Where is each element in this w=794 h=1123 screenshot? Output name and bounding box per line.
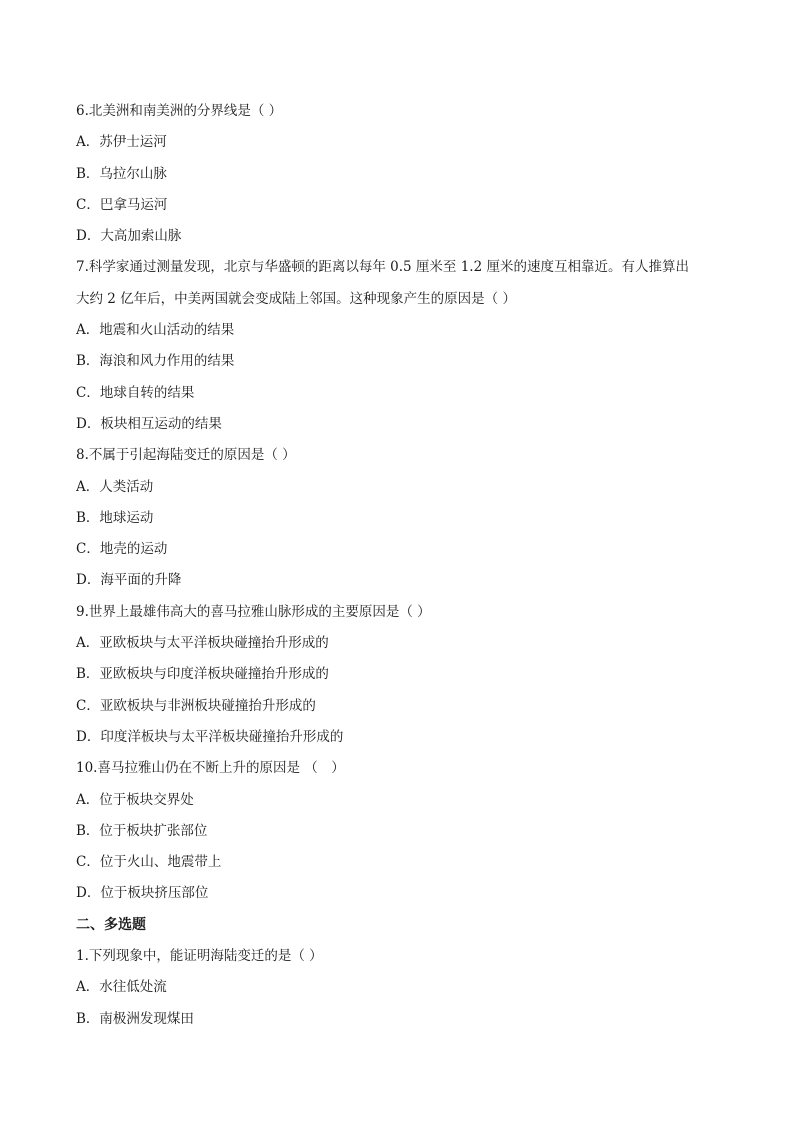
question-6-option-b: B．乌拉尔山脉 bbox=[76, 165, 167, 182]
question-8-stem: 8.不属于引起海陆变迁的原因是（ ） bbox=[76, 447, 296, 464]
question-10-option-a: A．位于板块交界处 bbox=[76, 791, 194, 808]
question-6-option-d: D．大高加索山脉 bbox=[76, 228, 182, 245]
question-10-option-d: D．位于板块挤压部位 bbox=[76, 885, 209, 902]
question-6-stem: 6.北美洲和南美洲的分界线是（ ） bbox=[76, 103, 283, 119]
question-7-option-c: C．地球自转的结果 bbox=[76, 384, 195, 401]
question-9-option-b: B．亚欧板块与印度洋板块碰撞抬升形成的 bbox=[76, 666, 329, 683]
section2-question-1-stem: 1.下列现象中，能证明海陆变迁的是（ ） bbox=[76, 948, 323, 965]
question-10-stem: 10.喜马拉雅山仍在不断上升的原因是 （ ） bbox=[76, 760, 345, 777]
question-8-option-c: C．地壳的运动 bbox=[76, 541, 168, 558]
question-7-option-b: B．海浪和风力作用的结果 bbox=[76, 353, 235, 370]
question-6-option-a: A．苏伊士运河 bbox=[76, 134, 167, 151]
question-7-stem-line-2: 大约 2 亿年后，中美两国就会变成陆上邻国。这种现象产生的原因是（ ） bbox=[76, 290, 516, 307]
section2-question-1-option-b: B．南极洲发现煤田 bbox=[76, 1010, 194, 1027]
question-8-option-a: A．人类活动 bbox=[76, 478, 154, 495]
question-9-option-a: A．亚欧板块与太平洋板块碰撞抬升形成的 bbox=[76, 635, 329, 652]
question-9-option-d: D．印度洋板块与太平洋板块碰撞抬升形成的 bbox=[76, 728, 344, 745]
question-10-option-c: C．位于火山、地震带上 bbox=[76, 854, 222, 871]
question-10-option-b: B．位于板块扩张部位 bbox=[76, 822, 208, 839]
question-9-stem: 9.世界上最雄伟高大的喜马拉雅山脉形成的主要原因是（ ） bbox=[76, 603, 431, 620]
question-7-option-a: A．地震和火山活动的结果 bbox=[76, 322, 235, 339]
question-8-option-b: B．地球运动 bbox=[76, 509, 154, 526]
question-7-option-d: D．板块相互运动的结果 bbox=[76, 415, 222, 432]
section-title-multiple-choice: 二、多选题 bbox=[76, 916, 146, 933]
question-6-option-c: C．巴拿马运河 bbox=[76, 196, 168, 213]
section2-question-1-option-a: A．水往低处流 bbox=[76, 979, 167, 996]
question-8-option-d: D．海平面的升降 bbox=[76, 572, 182, 589]
question-7-stem-line-1: 7.科学家通过测量发现，北京与华盛顿的距离以每年 0.5 厘米至 1.2 厘米的速度互相靠近。有人推算出 bbox=[76, 259, 689, 276]
document-content bbox=[76, 96, 736, 1035]
question-9-option-c: C．亚欧板块与非洲板块碰撞抬升形成的 bbox=[76, 697, 316, 714]
